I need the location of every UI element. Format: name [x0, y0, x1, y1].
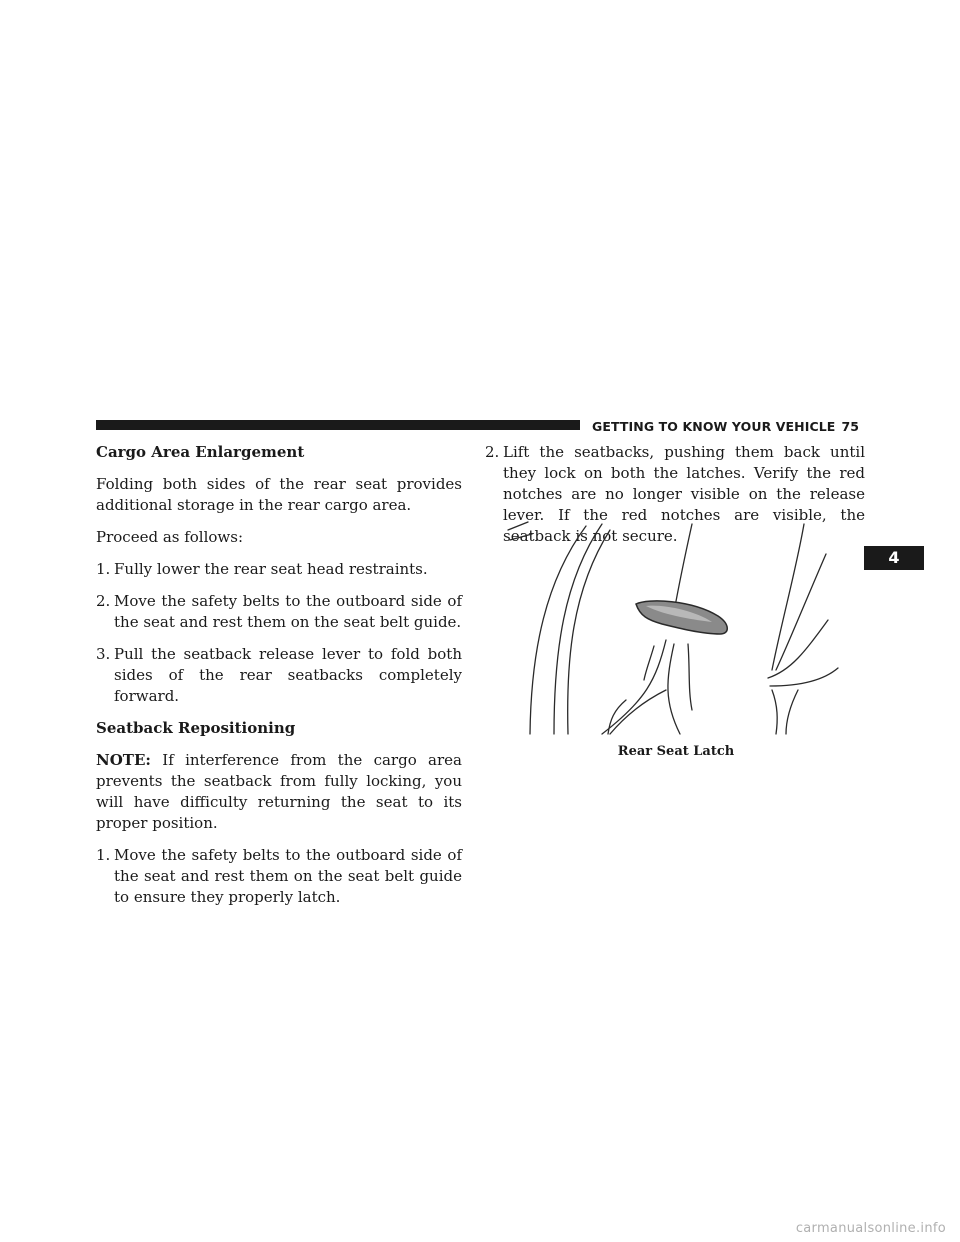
note-label: NOTE: [96, 751, 151, 769]
page-number: 75 [841, 419, 860, 434]
rear-seat-latch-illustration [506, 520, 846, 738]
heading-seatback-repositioning: Seatback Repositioning [96, 719, 296, 737]
note-paragraph [96, 750, 462, 834]
chapter-tab: 4 [864, 546, 924, 570]
figure-caption: Rear Seat Latch [617, 744, 735, 759]
section-title: GETTING TO KNOW YOUR VEHICLE [592, 419, 836, 434]
heading-cargo-area-enlargement: Cargo Area Enlargement [96, 443, 305, 461]
proceed-paragraph: Proceed as follows: [96, 528, 244, 546]
step-3 [96, 644, 462, 707]
step-text: Lift the seatbacks, pushing them back until they lock on both the latches. Verify the red notches are no longer visible on the release lever. If the red notches are visible, the seatback is not secure. [503, 443, 865, 545]
header-rule [96, 420, 580, 430]
left-column [96, 442, 462, 919]
running-header [592, 419, 859, 434]
step-text: Pull the seatback release lever to fold both sides of the rear seatbacks completely forward. [114, 645, 462, 705]
step-text: Move the safety belts to the outboard side of the seat and rest them on the seat belt guide to ensure they properly latch. [114, 846, 462, 906]
step-number: 2. [96, 592, 111, 610]
step-number: 1. [96, 846, 111, 864]
repositioning-step-1 [96, 845, 462, 908]
step-number: 3. [96, 645, 111, 663]
watermark: carmanualsonline.info [795, 1221, 946, 1236]
step-number: 1. [96, 560, 111, 578]
intro-paragraph: Folding both sides of the rear seat provides additional storage in the rear cargo area. [96, 475, 462, 514]
step-text: Move the safety belts to the outboard side of the seat and rest them on the seat belt guide. [114, 592, 462, 631]
step-text: Fully lower the rear seat head restraints. [114, 560, 428, 578]
step-1 [96, 559, 462, 580]
note-text: If interference from the cargo area prevents the seatback from fully locking, you will have difficulty returning the seat to its proper position. [96, 751, 462, 832]
step-number: 2. [485, 443, 500, 461]
step-2 [96, 591, 462, 633]
